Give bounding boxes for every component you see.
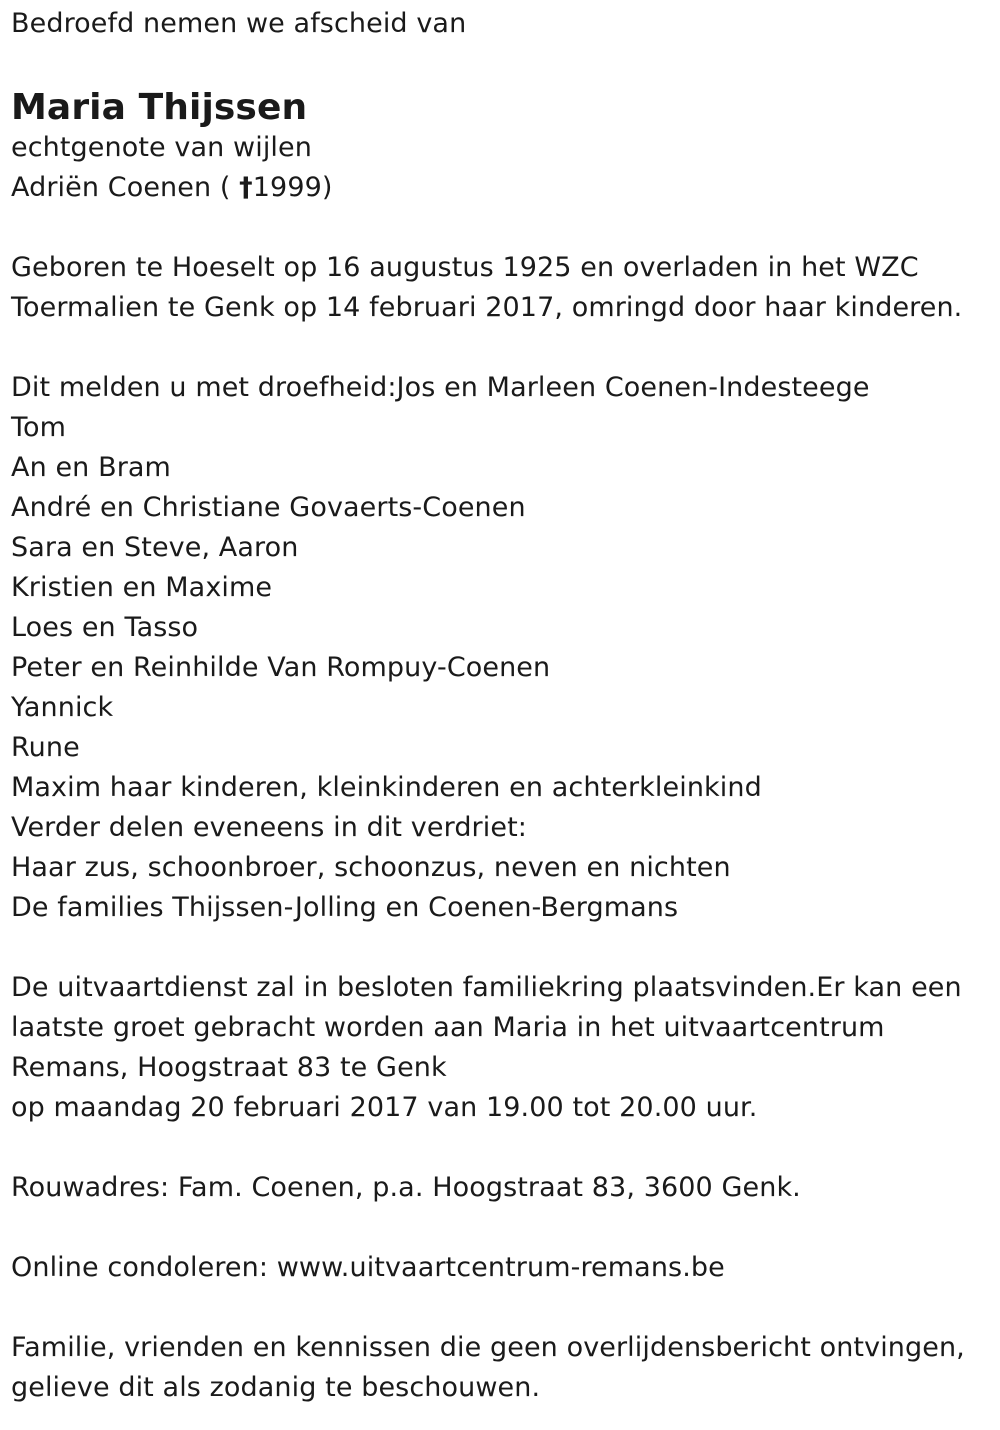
announcer-line: Yannick bbox=[11, 692, 114, 723]
cross-icon: † bbox=[239, 172, 253, 203]
birth-death-line: Toermalien te Genk op 14 februari 2017, omringd door haar kinderen. bbox=[11, 292, 963, 323]
spacer bbox=[11, 1208, 991, 1248]
announcer-line: Tom bbox=[11, 412, 67, 443]
announcer-line: Kristien en Maxime bbox=[11, 572, 273, 603]
announcer-line: Maxim haar kinderen, kleinkinderen en achterkleinkind bbox=[11, 772, 762, 803]
announcer-line: Dit melden u met droefheid:Jos en Marleen Coenen-Indesteege bbox=[11, 372, 870, 403]
announcer-line: Haar zus, schoonbroer, schoonzus, neven en nichten bbox=[11, 852, 731, 883]
announcer-line: De families Thijssen-Jolling en Coenen-Bergmans bbox=[11, 892, 679, 923]
online-condolences: Online condoleren: www.uitvaartcentrum-remans.be bbox=[11, 1252, 725, 1283]
mourning-address: Rouwadres: Fam. Coenen, p.a. Hoogstraat 83, 3600 Genk. bbox=[11, 1172, 801, 1203]
funeral-line: op maandag 20 februari 2017 van 19.00 tot 20.00 uur. bbox=[11, 1092, 758, 1123]
funeral-line: Remans, Hoogstraat 83 te Genk bbox=[11, 1052, 447, 1083]
funeral-line: laatste groet gebracht worden aan Maria in het uitvaartcentrum bbox=[11, 1012, 885, 1043]
intro-text: Bedroefd nemen we afscheid van bbox=[11, 8, 467, 39]
announcer-line: Loes en Tasso bbox=[11, 612, 199, 643]
birth-death-line: Geboren te Hoeselt op 16 augustus 1925 en overladen in het WZC bbox=[11, 252, 919, 283]
deceased-name: Maria Thijssen bbox=[11, 87, 308, 128]
announcer-line: Verder delen eveneens in dit verdriet: bbox=[11, 812, 527, 843]
closing-line: Familie, vrienden en kennissen die geen overlijdensbericht ontvingen, bbox=[11, 1332, 965, 1363]
announcer-line: An en Bram bbox=[11, 452, 171, 483]
spacer bbox=[11, 1288, 991, 1328]
announcer-line: Sara en Steve, Aaron bbox=[11, 532, 299, 563]
funeral-line: De uitvaartdienst zal in besloten familiekring plaatsvinden.Er kan een bbox=[11, 972, 962, 1003]
spouse-death-year: 1999) bbox=[252, 172, 333, 203]
spacer bbox=[11, 928, 991, 968]
spacer bbox=[11, 328, 991, 368]
spacer bbox=[11, 44, 991, 84]
spouse-relation: echtgenote van wijlen bbox=[11, 132, 312, 163]
spacer bbox=[11, 1128, 991, 1168]
announcer-line: Peter en Reinhilde Van Rompuy-Coenen bbox=[11, 652, 551, 683]
spacer bbox=[11, 208, 991, 248]
announcer-line: André en Christiane Govaerts-Coenen bbox=[11, 492, 526, 523]
closing-line: gelieve dit als zodanig te beschouwen. bbox=[11, 1372, 541, 1403]
announcer-line: Rune bbox=[11, 732, 80, 763]
spouse-name-prefix: Adriën Coenen ( bbox=[11, 172, 231, 203]
death-notice bbox=[11, 4, 991, 1408]
spouse-name bbox=[11, 168, 991, 208]
